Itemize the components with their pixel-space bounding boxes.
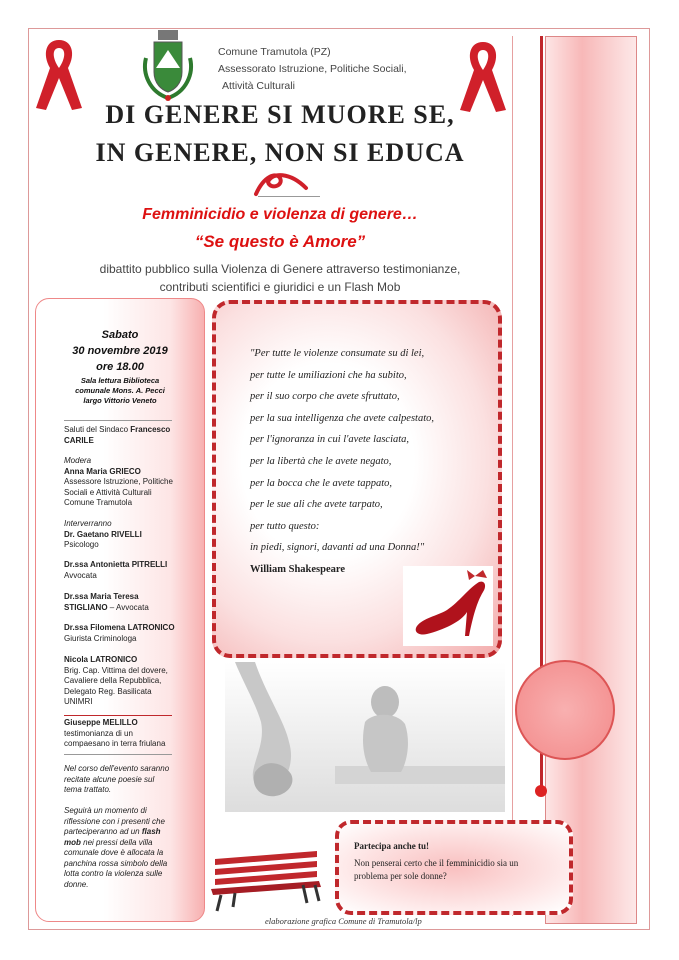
- event-venue-2: comunale Mons. A. Pecci: [75, 386, 165, 395]
- organizer-block: [218, 44, 407, 95]
- program-saluti: [64, 425, 184, 446]
- graphic-credit: elaborazione grafica Comune di Tramutola/lp: [265, 916, 422, 926]
- speaker-6-role-2: compaesano in terra friulana: [64, 739, 166, 748]
- description-line-1: dibattito pubblico sulla Violenza di Genere attraverso testimonianze,: [99, 262, 461, 276]
- program-modera: [64, 456, 184, 509]
- speaker-1-role: Psicologo: [64, 540, 99, 549]
- note-2-line-6: panchina rossa simbolo della: [64, 858, 168, 868]
- organizer-line-2: Assessorato Istruzione, Politiche Sociali,: [218, 63, 407, 75]
- speaker-1-name: Dr. Gaetano RIVELLI: [64, 529, 142, 539]
- note-2-line-2: riflessione con i presenti che: [64, 816, 165, 826]
- event-time: ore 18.00: [96, 361, 144, 373]
- organizer-line-1: Comune Tramutola (PZ): [218, 46, 331, 58]
- speaker-5-role-3: Delegato Reg. Basilicata: [64, 686, 152, 696]
- note-2-mob: mob: [64, 837, 81, 847]
- program-divider-2: [64, 754, 172, 755]
- partecipa-line-1: Non penserai certo che il femminicidio sia un: [354, 858, 519, 868]
- note-2-line-3a: parteciperanno ad un: [64, 827, 140, 836]
- program-speaker-3: [64, 592, 184, 613]
- red-dot-decoration: [535, 785, 547, 797]
- note-2-line-8: donne.: [64, 879, 89, 889]
- speaker-2-role: Avvocata: [64, 570, 97, 580]
- saluti-label: Saluti del Sindaco: [64, 425, 129, 434]
- vertical-red-line-thin: [512, 36, 513, 916]
- program-divider: [64, 420, 172, 421]
- event-day: Sabato: [101, 329, 139, 341]
- quote-line: per il suo corpo che avete sfruttato,: [250, 391, 400, 403]
- quote-line: per la libertà che le avete negato,: [250, 455, 392, 467]
- speaker-6-role-1: testimonianza di un: [64, 728, 133, 738]
- program-note-1: [64, 764, 184, 796]
- quote-line: per la sua intelligenza che avete calpestato,: [250, 412, 434, 424]
- quote-line: per tutto questo:: [250, 520, 320, 532]
- event-date: 30 novembre 2019: [72, 345, 168, 357]
- speaker-4-name: Dr.ssa Filomena LATRONICO: [64, 623, 175, 632]
- quote-line: per l'ignoranza in cui l'avete lasciata,: [250, 434, 410, 446]
- event-venue-1: Sala lettura Biblioteca: [80, 376, 160, 385]
- partecipa-text: [354, 840, 518, 883]
- interverranno-label: Interverranno: [64, 519, 112, 528]
- ribbon-divider-icon: [250, 168, 316, 198]
- speaker-2-name: Dr.ssa Antonietta PITRELLI: [64, 560, 168, 569]
- quote-line: per le sue ali che avete tarpato,: [250, 499, 383, 511]
- quote-line: "Per tutte le violenze consumate su di lei,: [250, 348, 425, 359]
- note-1-line-1: Nel corso dell'evento saranno: [64, 764, 170, 773]
- subtitle-line-1: Femminicidio e violenza di genere…: [142, 206, 418, 223]
- speaker-5-name: Nicola LATRONICO: [64, 655, 138, 664]
- program-note-2: [64, 806, 184, 890]
- quote-text: [250, 343, 434, 581]
- modera-label: Modera: [64, 456, 92, 465]
- program-speaker-2: [64, 560, 184, 581]
- event-venue-3: largo Vittorio Veneto: [83, 396, 157, 405]
- modera-role-2: Sociali e Attività Culturali: [64, 487, 152, 497]
- organizer-line-3: Attività Culturali: [222, 80, 295, 92]
- title-divider: [258, 196, 320, 197]
- speaker-6-name: Giuseppe MELILLO: [64, 718, 138, 727]
- main-title-line-1: DI GENERE SI MUORE SE,: [105, 100, 455, 129]
- speaker-5-role-4: UNIMRI: [64, 697, 93, 706]
- quote-line: in piedi, signori, davanti ad una Donna!": [250, 542, 425, 554]
- coat-of-arms-icon: [140, 28, 196, 104]
- program-speaker-1: [64, 519, 184, 551]
- hands-and-woman-photo: [225, 662, 505, 812]
- subtitle-line-2: “Se questo è Amore”: [194, 232, 366, 251]
- saluti-name-2: CARILE: [64, 435, 94, 445]
- note-2-line-4b: nei pressi della villa: [83, 837, 153, 847]
- speaker-4-role: Giurista Criminologa: [64, 633, 137, 643]
- modera-role-3: Comune Tramutola: [64, 498, 133, 507]
- quote-author: William Shakespeare: [250, 563, 345, 575]
- speaker-3-role: – Avvocata: [107, 602, 149, 612]
- quote-line: per tutte le umiliazioni che ha subito,: [250, 369, 407, 381]
- note-2-line-1: Seguirà un momento di: [64, 806, 147, 815]
- note-1-line-2: recitate alcune poesie sul: [64, 774, 155, 784]
- red-bench-icon: [207, 845, 325, 915]
- note-1-line-3: tema trattato.: [64, 785, 112, 794]
- modera-name: Anna Maria GRIECO: [64, 466, 141, 476]
- program-speaker-4: [64, 623, 184, 644]
- note-2-line-5: comunale dove è allocata la: [64, 848, 164, 857]
- description-line-2: contributi scientifici e giuridici e un Flash Mob: [159, 280, 401, 294]
- main-title-line-2: IN GENERE, NON SI EDUCA: [95, 138, 465, 167]
- speaker-5-role-2: Cavaliere della Repubblica,: [64, 676, 162, 685]
- description: [60, 260, 500, 296]
- program-speaker-6: [64, 718, 184, 750]
- note-2-line-7: lotta contro la violenza sulle: [64, 869, 163, 878]
- partecipa-line-2: problema per sole donne?: [354, 871, 447, 881]
- program-divider-red: [64, 715, 172, 716]
- right-decorative-strip: [545, 36, 637, 924]
- modera-role-1: Assessore Istruzione, Politiche: [64, 477, 173, 486]
- red-shoe-icon: [403, 566, 493, 646]
- program-speaker-5: [64, 655, 184, 708]
- event-date-block: [50, 327, 190, 406]
- quote-line: per la bocca che le avete tappato,: [250, 477, 392, 489]
- partecipa-title: Partecipa anche tu!: [354, 841, 429, 851]
- speaker-5-role-1: Brig. Cap. Vittima del dovere,: [64, 665, 168, 675]
- note-2-flash: flash: [141, 827, 161, 836]
- red-circle-decoration: [515, 660, 615, 760]
- saluti-name-1: Francesco: [130, 425, 171, 434]
- speaker-3-name-1: Dr.ssa Maria Teresa: [64, 592, 139, 601]
- speaker-3-name-2: STIGLIANO: [64, 602, 108, 612]
